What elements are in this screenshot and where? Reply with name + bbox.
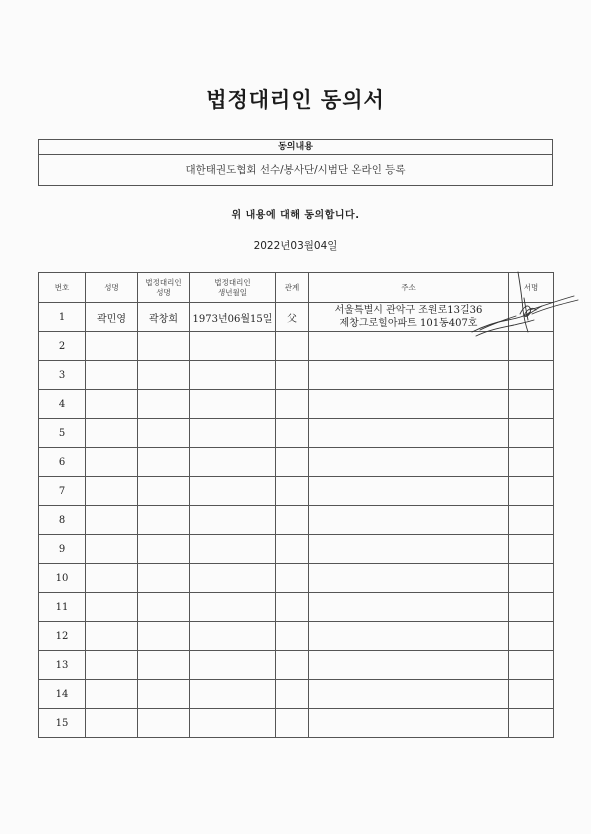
cell-no: 10 [39, 564, 86, 593]
cell-relation [276, 593, 309, 622]
cell-name [86, 651, 138, 680]
cell-signature [509, 622, 554, 651]
cell-relation [276, 477, 309, 506]
cell-signature [509, 361, 554, 390]
cell-relation [276, 680, 309, 709]
consent-header: 동의내용 [39, 140, 552, 155]
cell-name [86, 390, 138, 419]
cell-guardian-birth [190, 564, 276, 593]
cell-name [86, 564, 138, 593]
handwritten-signature [470, 270, 580, 350]
cell-signature [509, 506, 554, 535]
table-row [39, 535, 554, 564]
cell-guardian-name [138, 448, 190, 477]
cell-address [309, 506, 509, 535]
table-row [39, 593, 554, 622]
cell-guardian-birth [190, 709, 276, 738]
cell-address [309, 680, 509, 709]
cell-guardian-name: 곽창희 [138, 303, 190, 332]
document-date: 2022년03월04일 [253, 240, 338, 252]
cell-relation [276, 651, 309, 680]
cell-address [309, 564, 509, 593]
table-row [39, 622, 554, 651]
cell-name [86, 593, 138, 622]
cell-guardian-birth [190, 361, 276, 390]
header-relation: 관계 [276, 273, 309, 303]
cell-relation [276, 448, 309, 477]
cell-signature [509, 419, 554, 448]
table-row [39, 361, 554, 390]
cell-no: 6 [39, 448, 86, 477]
cell-guardian-birth: 1973년06월15일 [190, 303, 276, 332]
header-guardian-birth-line1: 법정대리인 [214, 277, 251, 287]
cell-guardian-name [138, 680, 190, 709]
cell-no: 15 [39, 709, 86, 738]
table-row [39, 709, 554, 738]
cell-address [309, 477, 509, 506]
cell-guardian-name [138, 709, 190, 738]
agree-statement: 위 내용에 대해 동의합니다. [231, 210, 360, 221]
cell-guardian-name [138, 506, 190, 535]
cell-signature [509, 593, 554, 622]
cell-guardian-name [138, 332, 190, 361]
cell-relation [276, 361, 309, 390]
cell-no: 3 [39, 361, 86, 390]
cell-name [86, 332, 138, 361]
table-row [39, 419, 554, 448]
cell-name [86, 361, 138, 390]
cell-name: 곽민영 [86, 303, 138, 332]
cell-guardian-name [138, 535, 190, 564]
cell-no: 8 [39, 506, 86, 535]
cell-guardian-name [138, 651, 190, 680]
cell-name [86, 506, 138, 535]
address-line2: 제창그로힐아파트 101동407호 [339, 318, 478, 329]
cell-relation [276, 622, 309, 651]
cell-no: 4 [39, 390, 86, 419]
cell-name [86, 419, 138, 448]
cell-guardian-name [138, 361, 190, 390]
cell-guardian-birth [190, 448, 276, 477]
cell-name [86, 680, 138, 709]
cell-no: 12 [39, 622, 86, 651]
cell-guardian-birth [190, 622, 276, 651]
cell-guardian-name [138, 419, 190, 448]
cell-guardian-birth [190, 680, 276, 709]
cell-signature [509, 680, 554, 709]
cell-signature [509, 651, 554, 680]
cell-guardian-birth [190, 535, 276, 564]
cell-signature [509, 448, 554, 477]
table-row [39, 506, 554, 535]
cell-guardian-birth [190, 593, 276, 622]
header-guardian-name-line2: 성명 [156, 287, 171, 297]
cell-address [309, 419, 509, 448]
cell-relation [276, 332, 309, 361]
cell-name [86, 448, 138, 477]
cell-no: 2 [39, 332, 86, 361]
header-no: 번호 [39, 273, 86, 303]
cell-address [309, 622, 509, 651]
cell-address [309, 593, 509, 622]
address-line1: 서울특별시 관악구 조원로13길36 [334, 305, 483, 316]
cell-name [86, 535, 138, 564]
cell-relation [276, 506, 309, 535]
cell-guardian-name [138, 390, 190, 419]
cell-no: 5 [39, 419, 86, 448]
cell-address [309, 651, 509, 680]
cell-relation [276, 535, 309, 564]
cell-name [86, 709, 138, 738]
cell-address [309, 390, 509, 419]
cell-relation [276, 709, 309, 738]
consent-content: 대한태권도협회 선수/봉사단/시범단 온라인 등록 [185, 164, 406, 176]
cell-no: 14 [39, 680, 86, 709]
cell-name [86, 477, 138, 506]
cell-name [86, 622, 138, 651]
cell-guardian-birth [190, 332, 276, 361]
cell-address [309, 448, 509, 477]
table-row [39, 390, 554, 419]
document-title: 법정대리인 동의서 [206, 88, 385, 112]
cell-relation: 父 [276, 303, 309, 332]
header-name: 성명 [86, 273, 138, 303]
header-guardian-birth [190, 273, 276, 303]
header-guardian-name-line1: 법정대리인 [145, 277, 182, 287]
header-guardian-name [138, 273, 190, 303]
cell-guardian-name [138, 622, 190, 651]
cell-no: 9 [39, 535, 86, 564]
table-row [39, 477, 554, 506]
cell-no: 1 [39, 303, 86, 332]
cell-relation [276, 390, 309, 419]
consent-box [38, 139, 553, 186]
header-address: 주소 [309, 273, 509, 303]
cell-guardian-birth [190, 477, 276, 506]
cell-guardian-name [138, 564, 190, 593]
cell-signature [509, 477, 554, 506]
header-signature: 서명 [509, 273, 554, 303]
header-guardian-birth-line2: 생년월일 [218, 287, 247, 297]
cell-address [309, 535, 509, 564]
cell-guardian-birth [190, 419, 276, 448]
cell-guardian-name [138, 593, 190, 622]
cell-no: 7 [39, 477, 86, 506]
table-row [39, 448, 554, 477]
cell-guardian-birth [190, 390, 276, 419]
cell-guardian-birth [190, 651, 276, 680]
table-row [39, 651, 554, 680]
cell-relation [276, 419, 309, 448]
table-row [39, 564, 554, 593]
cell-no: 13 [39, 651, 86, 680]
table-row [39, 680, 554, 709]
cell-relation [276, 564, 309, 593]
cell-guardian-birth [190, 506, 276, 535]
cell-signature [509, 390, 554, 419]
cell-signature [509, 564, 554, 593]
cell-signature [509, 709, 554, 738]
cell-address [309, 709, 509, 738]
cell-signature [509, 535, 554, 564]
cell-address [309, 361, 509, 390]
cell-guardian-name [138, 477, 190, 506]
cell-no: 11 [39, 593, 86, 622]
